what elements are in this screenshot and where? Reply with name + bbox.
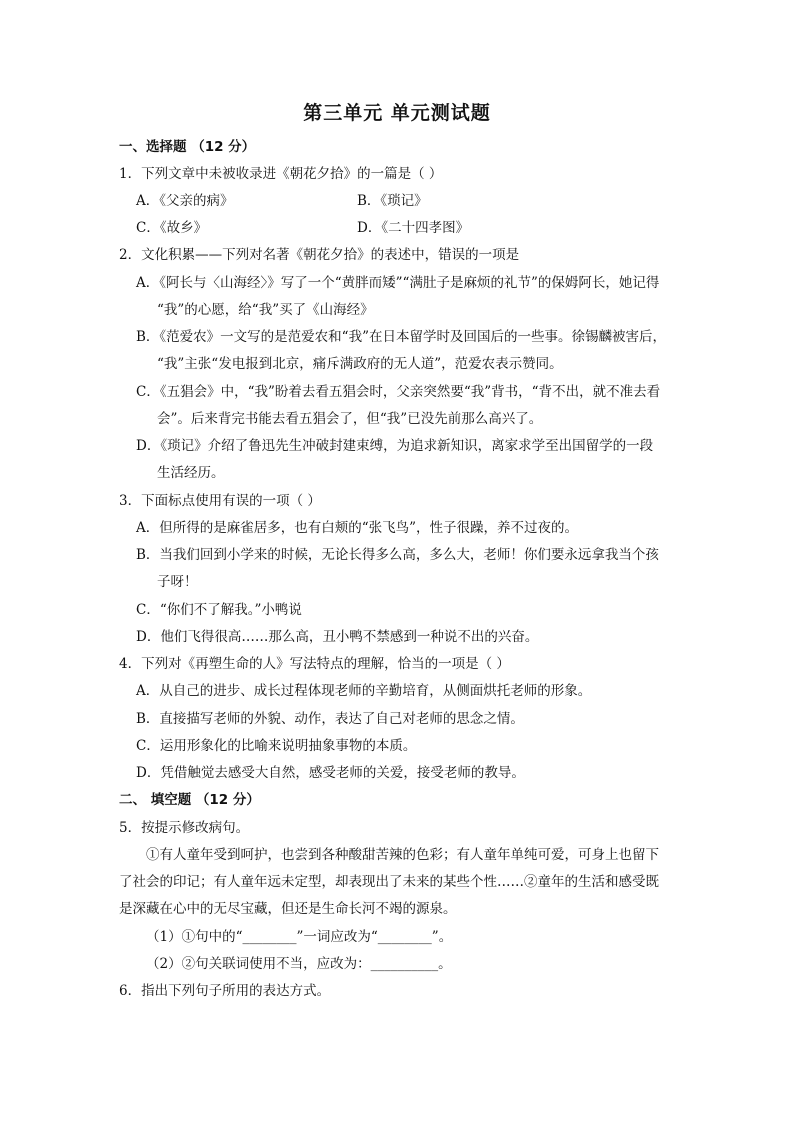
question-5-subquestion-1: （1）①句中的“________”一词应改为“________”。 [146,929,453,945]
question-2-option-a-cont: “我”的心愿，给“我”买了《山海经》 [157,302,374,318]
question-1-option-b: B．《琐记》 [357,193,428,209]
question-5-passage-line-1: ①有人童年受到呵护，也尝到各种酸甜苦辣的色彩；有人童年单纯可爱，可身上也留下 [146,847,659,863]
question-2-option-c-cont: 会”。后来背完书能去看五猖会了，但“我”已没先前那么高兴了。 [157,411,543,427]
question-1-stem: 1．下列文章中未被收录进《朝花夕拾》的一篇是（ ） [119,166,443,182]
question-1-option-d: D．《二十四孝图》 [357,220,470,236]
question-3-option-a: A．但所得的是麻雀居多，也有白颊的“张飞鸟”，性子很躁，养不过夜的。 [136,520,579,536]
question-3-option-b: B．当我们回到小学来的时候，无论长得多么高，多么大，老师！你们要永远拿我当个孩 [136,547,659,563]
question-1-option-a: A．《父亲的病》 [136,193,234,209]
question-2-stem: 2．文化积累——下列对名著《朝花夕拾》的表述中，错误的一项是 [119,247,520,263]
question-3-stem: 3．下面标点使用有误的一项（ ） [119,493,321,509]
question-2-option-c: C．《五猖会》中，“我”盼着去看五猖会时，父亲突然要“我”背书，“背不出，就不准去看 [136,384,661,400]
question-3-option-c: C．“你们不了解我。”小鸭说 [136,602,302,618]
question-1-option-c: C．《故乡》 [136,220,208,236]
question-4-option-a: A．从自己的进步、成长过程体现老师的辛勤培育，从侧面烘托老师的形象。 [136,683,592,699]
question-6-stem: 6．指出下列句子所用的表达方式。 [119,983,331,999]
page-title: 第三单元 单元测试题 [303,102,491,124]
question-4-option-d: D．凭借触觉去感受大自然，感受老师的关爱，接受老师的教导。 [136,765,525,781]
question-2-option-d: D．《琐记》介绍了鲁迅先生冲破封建束缚，为追求新知识，离家求学至出国留学的一段 [136,438,654,454]
question-5-stem: 5．按提示修改病句。 [119,820,250,836]
question-4-option-c: C．运用形象化的比喻来说明抽象事物的本质。 [136,738,417,754]
question-3-option-d: D．他们飞得很高……那么高，丑小鸭不禁感到一种说不出的兴奋。 [136,629,539,645]
section-heading-fill: 二、 填空题 （12 分） [119,792,260,808]
question-5-passage-line-3: 是深藏在心中的无尽宝藏，但还是生命长河不竭的源泉。 [119,901,457,917]
question-5-passage-line-2: 了社会的印记；有人童年远未定型，却表现出了未来的某些个性……②童年的生活和感受既 [119,874,659,890]
question-3-option-b-cont: 子呀！ [157,574,198,590]
question-2-option-d-cont: 生活经历。 [157,465,225,481]
question-2-option-b-cont: “我”主张“发电报到北京，痛斥满政府的无人道”，范爱农表示赞同。 [157,356,563,372]
question-2-option-b: B．《范爱农》一文写的是范爱农和“我”在日本留学时及回国后的一些事。徐锡麟被害后， [136,329,666,345]
question-2-option-a: A．《阿长与〈山海经〉》写了一个“黄胖而矮”“满肚子是麻烦的礼节”的保姆阿长，她记得 [136,275,660,291]
question-4-option-b: B．直接描写老师的外貌、动作，表达了自己对老师的思念之情。 [136,711,524,727]
section-heading-choice: 一、选择题 （12 分） [119,139,256,155]
question-5-subquestion-2: （2）②句关联词使用不当，应改为：__________。 [146,956,452,972]
question-4-stem: 4．下列对《再塑生命的人》写法特点的理解，恰当的一项是（ ） [119,656,510,672]
